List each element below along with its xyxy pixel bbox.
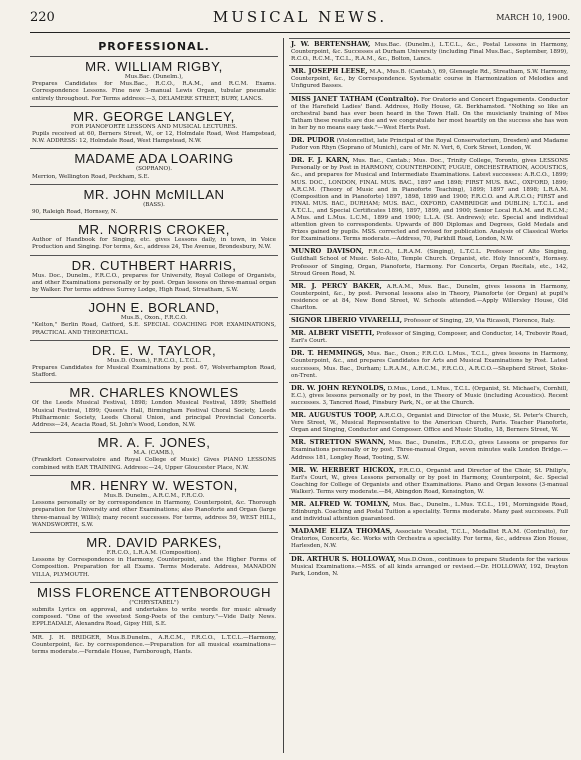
- ad-text: Prepares Candidates for Mus.Bac., R.C.O., R.A.M., and R.C.M. Exams. Correspondence Lessons. Fine new 3-manual Lewis Organ, tubular pneumatic entirely throughout. For Terms address:—3, DELAMERE STREET, BURY, LANCS.: [32, 81, 276, 102]
- ad-text: Mus. Doc., Dunelm., F.R.C.O., prepares for University, Royal College of Organists, and other Examinations personally or by post. Organ lessons on three-manual organ by Walker. For terms address Surrey Lodge, High Road, Streatham, S.W.: [32, 272, 276, 294]
- ad-block: [289, 245, 570, 279]
- ad-qualification: F.R.C.O., L.R.A.M. (Composition).: [106, 549, 202, 556]
- ad-text: Author of Handbook for Singing, etc. gives Lessons daily, in town, in Voice Production and Singing. For terms, &c., address 24, The Avenue, Brondesbury, N.W.: [32, 237, 276, 251]
- ad-name: MR. WILLIAM RIGBY,: [85, 59, 223, 74]
- ad-block: [289, 464, 570, 498]
- ad-text: 90, Raleigh Road, Hornsey, N.: [32, 209, 118, 216]
- ad-name: JOHN E. BORLAND,: [88, 300, 220, 316]
- ad-block: [30, 382, 278, 432]
- ad-block: [289, 409, 570, 436]
- ad-text: F.R.C.O., Organist and Director of the Choir, St. Philip's, Earl's Court, W., gives Lessons personally or by post in Harmony, Counterpoint, &c. Special Coaching for College of Organists and other Examinations. Piano and Organ lessons (3-manual Walker). Terms very moderate.—84, Abingdon Road, Kensington, W.: [291, 467, 568, 495]
- left-ad-list: [30, 56, 278, 659]
- ad-qualification: Mus.B. Dunelm., A.R.C.M., F.R.C.O.: [103, 492, 205, 499]
- ad-block: [30, 475, 278, 532]
- ad-name: MR. J. PERCY BAKER,: [291, 281, 382, 290]
- ad-qualification: FOR PIANOFORTE LESSONS AND MUSICAL LECTURES.: [70, 123, 238, 130]
- ad-name: MR. GEORGE LANGLEY,: [73, 108, 235, 124]
- ad-block: [289, 38, 570, 65]
- ad-block: [30, 432, 278, 475]
- ad-block: [30, 106, 278, 149]
- ad-qualification: Mus.Bac. (Dunelm.),: [124, 74, 184, 80]
- ad-qualification: Mus.B., Oxon., F.R.C.O.: [120, 315, 188, 322]
- ad-text: Associate Vocalist, T.C.L., Medallist R.A.M. (Contralto), for Oratorios, Concerts, &c. Works with Orchestra a speciality. For terms, &c., address Zion House, Harlesden, N.W.: [291, 529, 569, 550]
- ad-name: DR. F. J. KARN,: [291, 156, 350, 165]
- ad-block: [289, 154, 570, 245]
- ad-text: Pupils received at 60, Berners Street, W., or 12, Holmdale Road, West Hampstead, N.W. ADDRESS: 12, Holmdale Road, West Hampstead, N.W.: [32, 131, 276, 145]
- ad-qualification: (SOPRANO).: [135, 166, 173, 173]
- ad-name: MR. ALBERT VISETTI,: [291, 329, 375, 338]
- ad-text: MR. J. H. BRIDGER, Mus.B.Dunelm., A.R.C.M., F.R.C.O., L.T.C.L.—Harmony, Counterpoint, &c. by correspondence.—Preparation for all musical examinations—terms moderate.—Ferndale House, Farnborough, Hants.: [32, 634, 276, 655]
- ad-block: [289, 436, 570, 463]
- column-divider: [283, 38, 284, 753]
- ad-name: MISS JANET TATHAM (Contralto).: [291, 94, 419, 103]
- ad-text: (Frankfort Conservatoire and Royal College of Music) Gives PIANO LESSONS combined with EAR TRAINING. Address:—24, Upper Gloucester Place, N.W.: [32, 457, 276, 471]
- issue-date: MARCH 10, 1900.: [496, 13, 570, 22]
- ad-name: DR. PUDOR: [291, 136, 335, 145]
- right-ad-list: [289, 38, 570, 580]
- ad-block: [289, 347, 570, 381]
- ad-text: Mus.Bac. (Dunelm.), L.T.C.L., &c., Postal Lessons in Harmony, Counterpoint, &c. Successes at Durham University (including Final Mus.Bac., September, 1899), R.C.O., R.C.M., T.C.L., R.A.M., &c., Bolton, Lancs.: [291, 42, 568, 63]
- ad-name: MR. JOHN McMILLAN: [83, 186, 225, 202]
- ad-text: Mus. Bac., Dunelm., F.R.C.O., gives Lessons or prepares for Examinations personally or by post. Three-manual Organ, seven minutes walk London Bridge.—Address 181, Longley Road, Tooting, S.W.: [291, 440, 569, 461]
- ad-block: [289, 525, 570, 552]
- ad-name: MADAME ADA LOARING: [74, 151, 234, 167]
- ad-block: [289, 553, 570, 580]
- ad-block: [289, 280, 570, 314]
- ad-name: MR. A. F. JONES,: [97, 435, 211, 451]
- ad-block: [30, 184, 278, 219]
- ad-name: MR. CHARLES KNOWLES: [69, 385, 239, 401]
- ad-text: Professor of Singing, Composer, and Conductor, 14, Trebovir Road, Earl's Court.: [291, 331, 569, 345]
- ad-block: [30, 56, 278, 106]
- section-title: PROFESSIONAL.: [98, 40, 210, 53]
- ad-block: [30, 532, 278, 582]
- ad-text: Professor of Singing, 29, Via Ricasoli, Florence, Italy.: [403, 318, 555, 325]
- ad-block: [30, 340, 278, 383]
- ad-text: Prepares Candidates for Musical Examinations by post. 67, Wolverhampton Road, Stafford.: [32, 365, 276, 379]
- ad-text: Lessons personally or by correspondence in Harmony, Counterpoint, &c. Thorough preparation for University and other Examinations; also Pianoforte and Organ (large three-manual by Willis); many recent successes. For terms, address 59, WEST HILL, WANDSWORTH, S.W.: [32, 500, 276, 528]
- ad-qualification: M.A. (CAMB.),: [133, 450, 175, 457]
- ad-block: [289, 498, 570, 525]
- ad-name: MR. ALFRED W. TOMLYN,: [291, 499, 391, 508]
- ad-name: DR. T. HEMMINGS,: [291, 349, 365, 358]
- ad-name: MR. STRETTON SWANN,: [291, 438, 386, 447]
- ad-block: [289, 134, 570, 154]
- ad-block: [30, 255, 278, 298]
- page-header: [30, 6, 570, 33]
- ad-qualification: ("CHRYSTABEL"): [129, 599, 179, 606]
- ad-text: Mus. Bac., Cantab.; Mus. Doc., Trinity College, Toronto, gives LESSONS Personally or by Post in HARMONY, COUNTERPOINT, FUGUE, ORCHESTRATION, ACOUSTICS, &c., and prepares for Musical and Intermediate Examinations. Latest successes: A.R.C.O., 1899; MUS. DOC., LONDON, FINAL MUS. BAC., 1897 and 1898; FIRST MUS. BAC., OXFORD, 1899; A.R.C.M. (Theory of Music and in Pianoforte Teaching), 1899; 1897 and 1898; L.R.A.M. (Composition and in Pianoforte) 1897, 1898, 1899 and 1900; F.R.C.O. and A.R.C.O.; FIRST and FINAL MUS. BAC., DURHAM; MUS. BAC., OXFORD, CAMBRIDGE and DUBLIN; L.T.C.L. and A.T.C.L., and Special Certificates 1896, 1897, 1899, and 1900; Senior Local R.A.M. and R.C.M.; A.Mus. and L.Mus. L.C.M., 1899 and 1900; L.L.A. (St. Andrews); etc. Special and individual attention given to correspondents. Upwards of 800 Diplomas and Degrees, Gold Medals and Prizes gained by pupils. MSS. corrected and revised for publication. Analysis of Classical Works for Examinations. Terms moderate.—Address, 70, Parkhill Road, London, N.W.: [291, 158, 569, 243]
- ad-name: DR. ARTHUR S. HOLLOWAY,: [291, 554, 397, 563]
- ad-text: submits Lyrics on approval, and undertakes to write words for music already composed. "One of the sweetest Song-Poets of the century."—Vide Daily News. EPPLEADALE, Alexandra Road, Gipsy Hill, S.E.: [32, 606, 276, 628]
- ad-text: Mus. Bac., Oxon.; F.R.C.O. L.Mus., T.C.L., gives lessons in Harmony, Counterpoint, &c., and prepares Candidates for Arts and Musical Examinations by Post. Latest successes, Mus. Bac., Durham; L.R.A.M., A.R.C.M., F.R.C.O., A.R.C.O.—Shepherd Street, Stoke-on-Trent.: [291, 351, 568, 379]
- ad-text: (Violoncellist, late Principal of the Royal Conservatorium, Dresden) and Madame Pudor von Rhyn (Soprano of Munich), care of Mr. N. Vert, 6, Cork Street, London, W.: [291, 138, 568, 152]
- ad-text: Mus.D.Oxon., continues to prepare Students for the various Musical Examinations.—MSS. of all kinds arranged or revised.—Dr. HOLLOWAY, 192, Drayton Park, London, N.: [291, 556, 568, 577]
- ad-name: MR. NORRIS CROKER,: [78, 222, 230, 238]
- ad-name: MUNRO DAVISON,: [291, 247, 364, 256]
- ad-qualification: (BASS).: [143, 201, 165, 208]
- ad-name: MR. JOSEPH LEESE,: [291, 67, 368, 76]
- ad-text: M.A., Mus.B. (Cantab.), 69, Gleneagle Rd., Streatham, S.W. Harmony, Counterpoint, &c., by Correspondence. Systematic course in Harmonization of Melodies and Unfigured Basses.: [291, 69, 568, 90]
- ad-name: DR. CUTHBERT HARRIS,: [71, 257, 237, 273]
- ad-name: MR. AUGUSTUS TOOP,: [291, 411, 377, 420]
- ad-name: DR. E. W. TAYLOR,: [91, 342, 217, 358]
- ad-text: Merrion, Wellington Road, Peckham, S.E.: [32, 173, 150, 180]
- ad-text: Lessons by Correspondence in Harmony, Counterpoint, and the Higher Forms of Composition. Preparation for all Exams. Terms Moderate. Address, MANADON VILLA, PLYMOUTH.: [32, 557, 276, 578]
- ad-block: [30, 219, 278, 254]
- ad-block: [289, 327, 570, 347]
- ad-name: MR. W. HERBERT HICKOX,: [291, 465, 396, 474]
- ad-text: A.R.A.M., Mus. Bac., Dunelm, gives lessons in Harmony, Counterpoint, &c., by post. Personal lessons also in Theory, Pianoforte (or Organ) at pupil's residence or at 84, New Bond Street, W. Schools attended.—Apply Willersley House, Old Charlton.: [291, 283, 568, 311]
- page-number: 220: [30, 10, 55, 25]
- ad-block: [30, 148, 278, 183]
- ad-text: D.Mus., Lond., L.Mus., T.C.L. (Organist, St. Michael's, Cornhill, E.C.), gives lessons personally or by post, in the Theory of Music (including Acoustics). Recent successes. 3, Tancred Road, Finsbury Park, N., or at the Church.: [291, 385, 568, 406]
- ad-text: For Oratorio and Concert Engagements. Conductor of the Harefield Ladies' Band. Address, Holly House, Gt. Berkhamsted. "Nothing so like an orchestral band has ever been heard in the Town Hall. On the musicianly training of Miss Tatham these results are due and we congratulate her most heartily on the success she has won in her by no means easy task."—West Herts Post.: [291, 96, 568, 131]
- ad-text: "Kelton," Berlin Road, Catford, S.E. SPECIAL COACHING FOR EXAMINATIONS, PRACTICAL AND THEORETICAL.: [32, 322, 276, 336]
- ad-name: MISS FLORENCE ATTENBOROUGH: [36, 584, 272, 600]
- ad-block: [289, 93, 570, 134]
- ad-qualification: Mus.D. (Oxon.), F.R.C.O., L.T.C.L.: [107, 357, 201, 364]
- left-column: [30, 38, 278, 659]
- ad-text: A.R.C.O., Organist and Director of the Music, St. Peter's Church, Vere Street, W., Musical Representative to the American Church, Paris. Teacher Pianoforte, Organ and Singing, Conductor and Composer. Office and Music Studio, 18, Berners Street, W.: [291, 413, 568, 434]
- ad-text: Mus. Bac., Dunelm., L.Mus. T.C.L., 191, Morningside Road, Edinburgh. Coaching and Postal Tuition a speciality. Terms moderate. Many past successes. Full and individual attention guaranteed.: [291, 501, 568, 523]
- ad-text: Of the Leeds Musical Festival, 1898; London Musical Festival, 1899; Sheffield Musical Festival, 1899; Queen's Hall, Birmingham Festival Choral Society, Leeds Philharmonic Society, Leeds Choral Union, and principal Provincial Concerts. Address—24, Acacia Road, St. John's Wood, London, N.W.: [32, 400, 276, 429]
- ad-name: SIGNOR LIBERIO VIVARELLI,: [291, 316, 403, 325]
- ad-name: DR. W. JOHN REYNOLDS,: [291, 383, 386, 392]
- ad-block: [30, 297, 278, 340]
- publication-title: MUSICAL NEWS.: [212, 8, 388, 26]
- ad-name: J. W. BERTENSHAW,: [291, 40, 371, 48]
- ad-block: [30, 582, 278, 632]
- ad-block: [289, 314, 570, 327]
- ad-name: MR. HENRY W. WESTON,: [70, 477, 238, 493]
- ad-name: MR. DAVID PARKES,: [86, 534, 222, 550]
- ad-name: MADAME ELIZA THOMAS,: [291, 527, 393, 536]
- ad-block: [289, 65, 570, 92]
- ad-block: [30, 632, 278, 660]
- ad-block: [289, 382, 570, 409]
- ad-text: F.R.C.O., L.R.A.M. (Singing), L.T.C.L. Professor of Alto Singing, Guildhall School of Music. Solo-Alto, Temple Church. Organist, etc. Holy Innocent's, Hornsey. Professor of Singing, Organ, Pianoforte, Harmony. For Concerts, Organ Recitals, etc., 142, Stroud Green Road, N.: [291, 249, 569, 277]
- right-column: [289, 38, 570, 580]
